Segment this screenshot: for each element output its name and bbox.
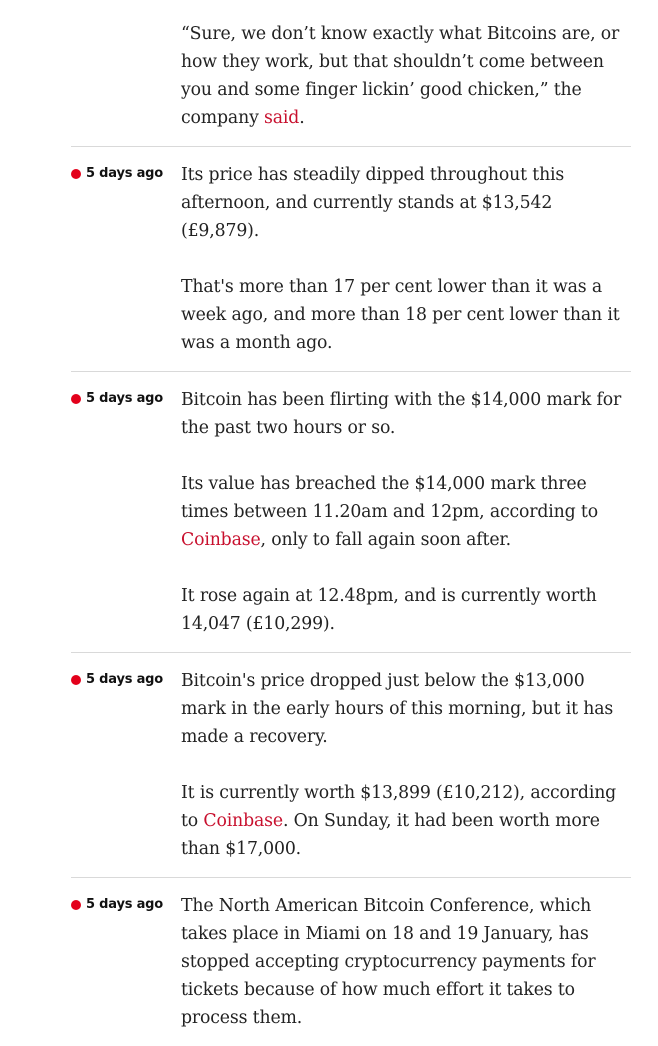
blog-entry <box>71 371 631 652</box>
entry-meta <box>71 20 181 132</box>
entry-body <box>181 161 631 357</box>
said-link[interactable]: said <box>264 108 300 128</box>
entry-paragraph: Its price has steadily dipped throughout this afternoon, and currently stands at $13,542 (£9,879). <box>181 165 565 241</box>
blog-entry <box>71 146 631 371</box>
entry-paragraph: It rose again at 12.48pm, and is currently worth 14,047 (£10,299). <box>181 586 597 634</box>
live-dot-icon <box>71 169 81 179</box>
blog-entry <box>71 652 631 877</box>
entry-body <box>181 667 631 863</box>
entry-timestamp[interactable]: 5 days ago <box>86 672 163 687</box>
entry-body <box>181 20 631 132</box>
entry-paragraph: It is currently worth $13,899 (£10,212), according to Coinbase. On Sunday, it had been worth more than $17,000. <box>181 783 617 859</box>
entry-meta <box>71 667 181 863</box>
entry-meta <box>71 161 181 357</box>
entry-meta <box>71 386 181 638</box>
entry-meta <box>71 892 181 1032</box>
coinbase-link[interactable]: Coinbase <box>181 530 261 550</box>
live-dot-icon <box>71 675 81 685</box>
entry-paragraph: “Sure, we don’t know exactly what Bitcoins are, or how they work, but that shouldn’t come between you and some finger lickin’ good chicken,” the company said. <box>181 24 620 128</box>
entry-paragraph: Bitcoin's price dropped just below the $13,000 mark in the early hours of this morning, but it has made a recovery. <box>181 671 614 747</box>
entry-paragraph: Bitcoin has been flirting with the $14,000 mark for the past two hours or so. <box>181 390 622 438</box>
blog-entry <box>71 0 631 146</box>
entry-body <box>181 892 631 1032</box>
live-dot-icon <box>71 394 81 404</box>
entry-timestamp[interactable]: 5 days ago <box>86 897 163 912</box>
entry-paragraph: Its value has breached the $14,000 mark three times between 11.20am and 12pm, according to Coinbase, only to fall again soon after. <box>181 474 598 550</box>
entry-timestamp[interactable]: 5 days ago <box>86 166 163 181</box>
entry-body <box>181 386 631 638</box>
entry-paragraph: That's more than 17 per cent lower than it was a week ago, and more than 18 per cent lower than it was a month ago. <box>181 277 620 353</box>
live-blog-feed <box>71 0 631 1046</box>
entry-paragraph: The North American Bitcoin Conference, which takes place in Miami on 18 and 19 January, has stopped accepting cryptocurrency payments for tickets because of how much effort it takes to process them. <box>181 896 596 1028</box>
coinbase-link[interactable]: Coinbase <box>203 811 283 831</box>
live-dot-icon <box>71 900 81 910</box>
entry-timestamp[interactable]: 5 days ago <box>86 391 163 406</box>
blog-entry <box>71 877 631 1046</box>
